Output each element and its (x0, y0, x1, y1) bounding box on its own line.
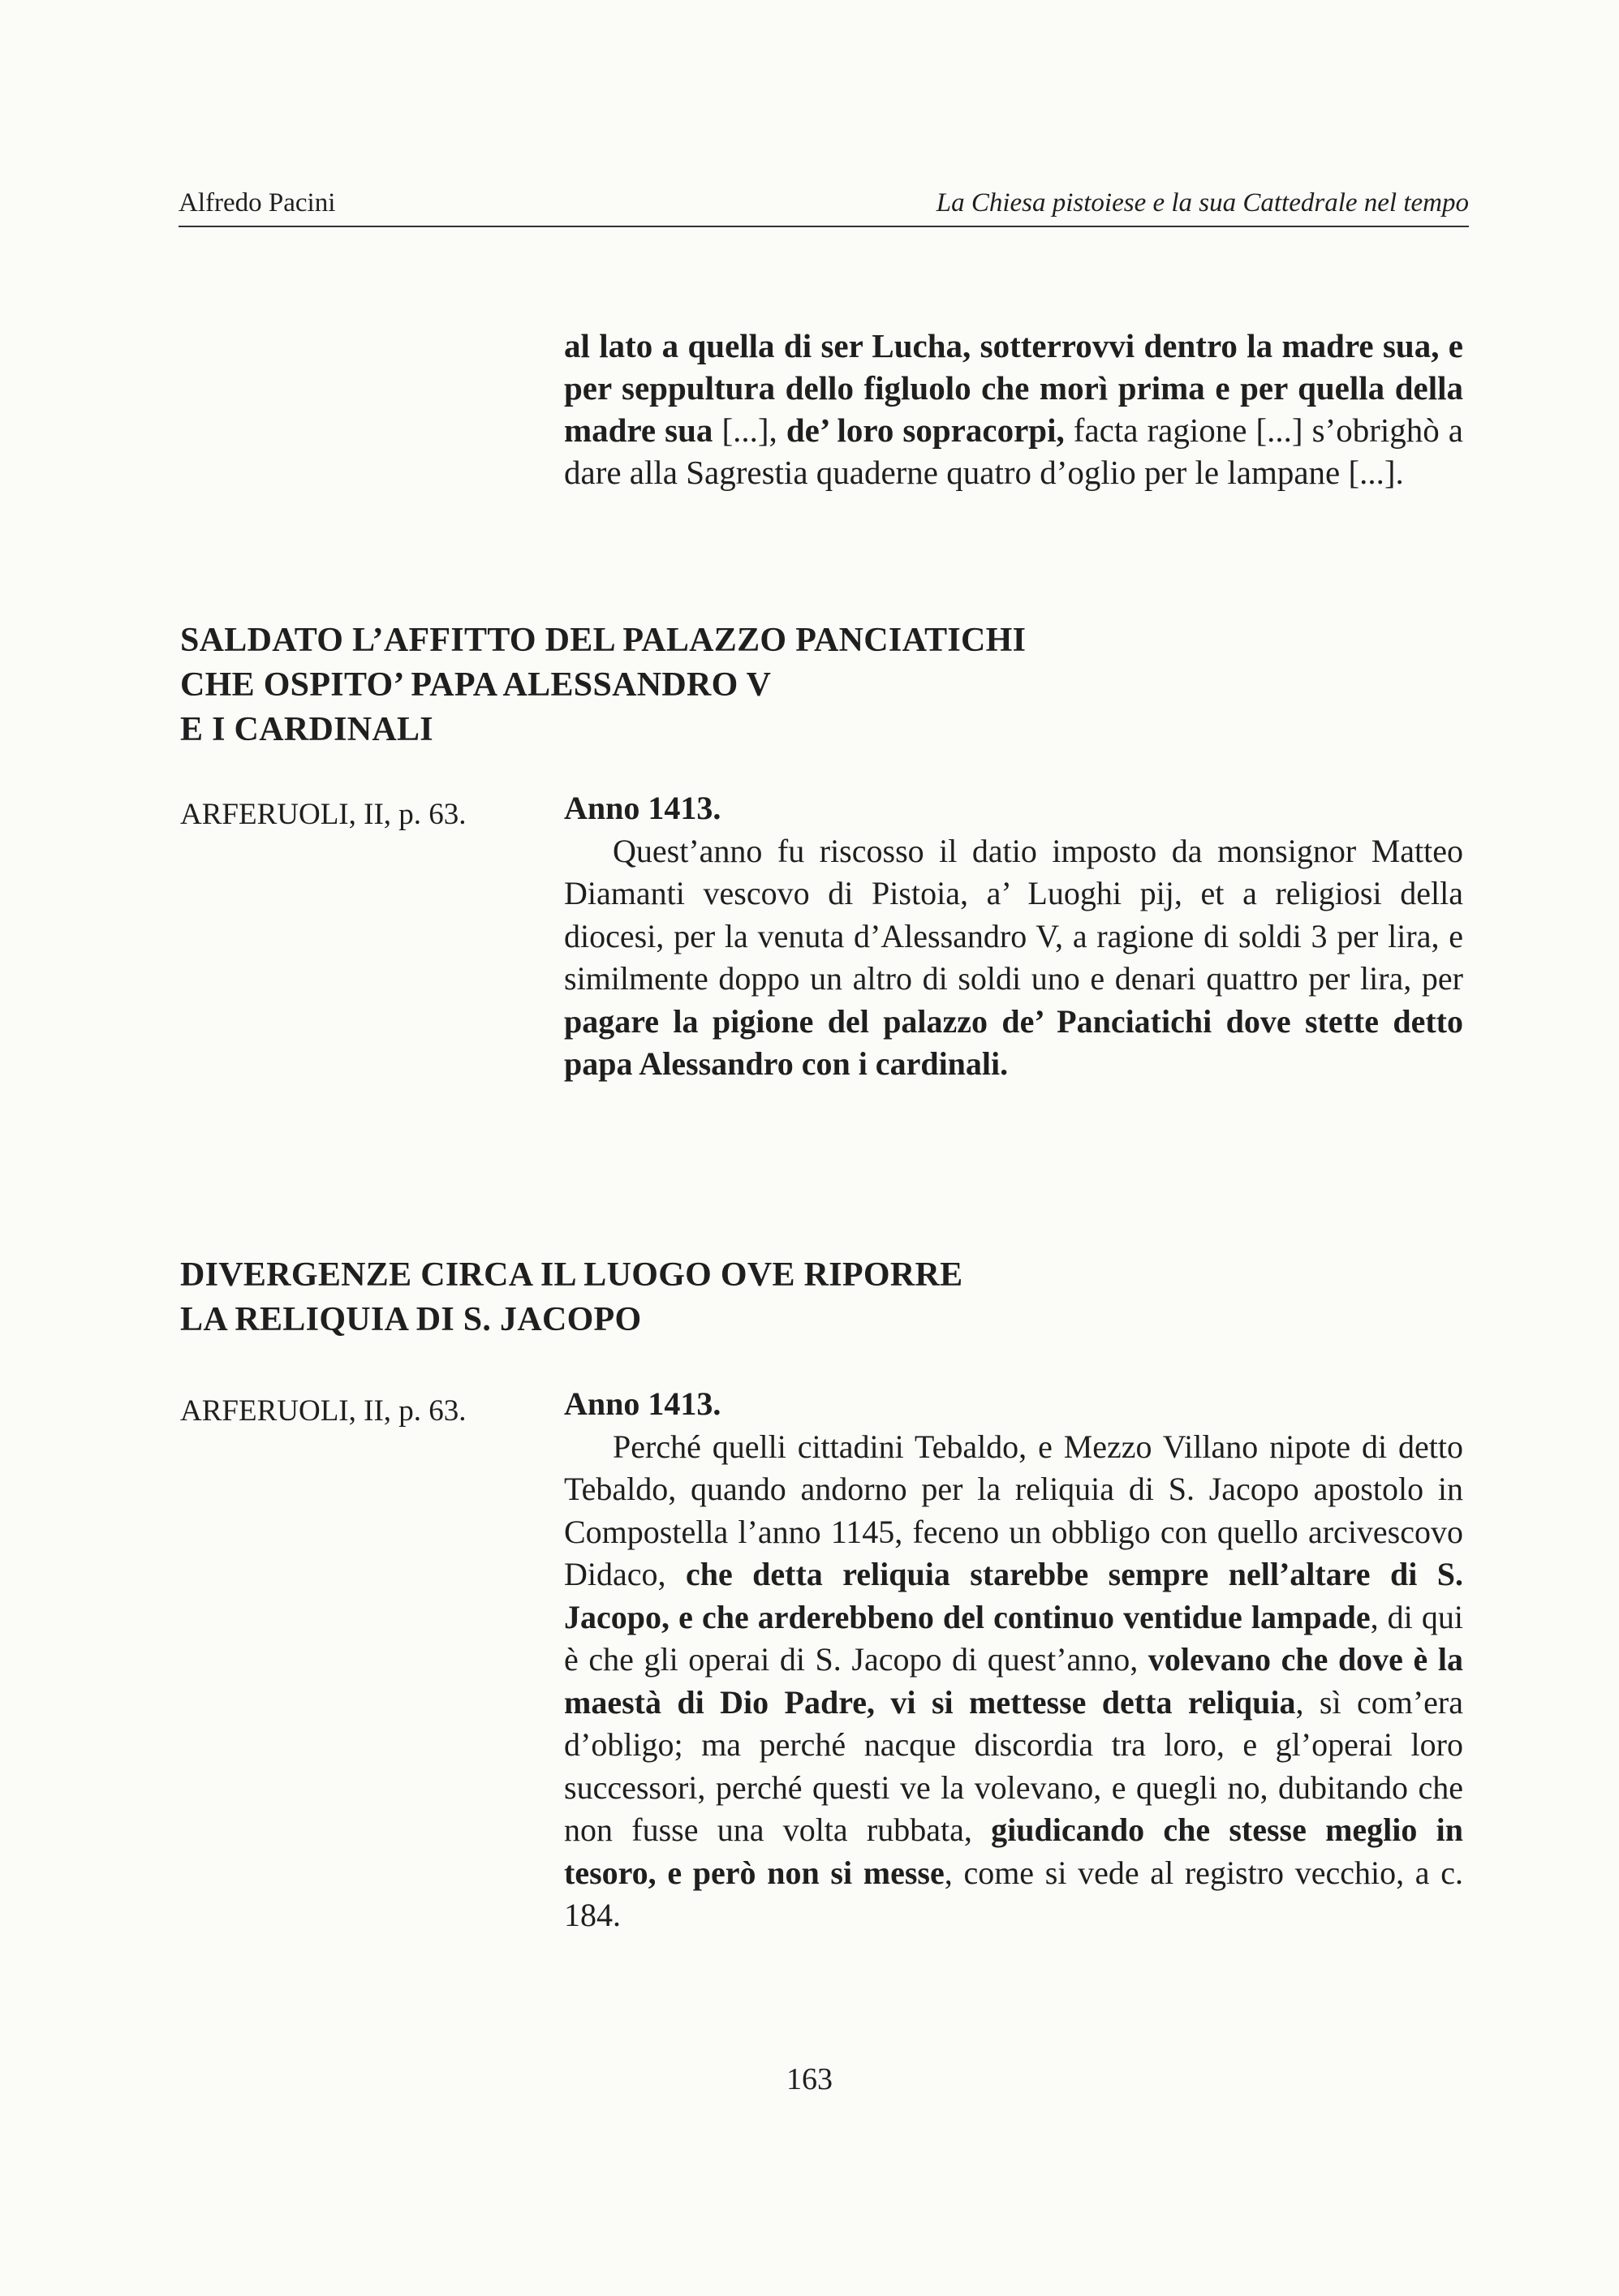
quote-text-bold-2: de’ loro sopracorpi, (786, 411, 1065, 449)
heading-line: E I CARDINALI (180, 711, 433, 748)
entry-text: , sì com’era d’obligo; ma perché nacque discordia tra loro, e gl’operai loro successori, perché questi ve la volevano, e quegli no, dubitando che non fusse una volta rubbata, (564, 1683, 1463, 1848)
heading-line: CHE OSPITO’ PAPA ALESSANDRO V (180, 666, 772, 704)
entry-text: Quest’anno fu riscosso il datio imposto da monsignor Matteo Diamanti vescovo di Pistoia, a’ Luoghi pij, et a religiosi della diocesi, per la venuta d’Alessandro V, a ragione di soldi 3 per lira, e similmente doppo un altro di soldi uno e denari quattro per lira, per (564, 832, 1463, 997)
header-title: La Chiesa pistoiese e la sua Cattedrale nel tempo (936, 188, 1469, 218)
heading-line: SALDATO L’AFFITTO DEL PALAZZO PANCIATICHI (180, 622, 1027, 659)
entry-year: Anno 1413. (564, 790, 721, 826)
quote-text-ellipsis: [...], (721, 411, 786, 449)
entry-text-bold: che detta reliquia starebbe sempre nell’altare di S. Jacopo, e che arderebbeno del continuo ventidue lampade (564, 1556, 1463, 1635)
entry-text: , di qui è che gli operai di S. Jacopo di quest’anno, (564, 1598, 1464, 1678)
quote-text-bold: al lato a quella di ser Lucha, sotterrovvi dentro la madre sua, e per seppultura dello figluolo che morì prima e per quella della madre sua (564, 327, 1463, 449)
header-author: Alfredo Pacini (179, 188, 336, 218)
entry-text: Perché quelli cittadini Tebaldo, e Mezzo Villano nipote di detto Tebaldo, quando andorno per la reliquia di S. Jacopo apostolo in Compostella l’anno 1145, feceno un obbligo con quello arcivescovo Didaco, (564, 1428, 1463, 1592)
section-heading-2 (180, 1253, 962, 1342)
entry-body-2 (564, 1383, 1463, 1937)
page-number: 163 (786, 2062, 833, 2096)
quote-text-normal: facta ragione [...] s’obrighò a dare alla Sagrestia quaderne quatro d’oglio per le lampane [...]. (564, 411, 1463, 491)
quote-block (564, 325, 1463, 493)
entry-paragraph (564, 830, 1463, 1086)
page-header (179, 183, 1469, 227)
heading-line: LA RELIQUIA DI S. JACOPO (180, 1301, 642, 1338)
entry-text-bold: volevano che dove è la maestà di Dio Padre, vi si mettesse detta reliquia (564, 1641, 1464, 1721)
entry-text: , come si vede al registro vecchio, a c. 184. (564, 1854, 1463, 1933)
source-reference-1: ARFERUOLI, II, p. 63. (180, 798, 467, 831)
heading-line: DIVERGENZE CIRCA IL LUOGO OVE RIPORRE (180, 1256, 963, 1294)
entry-body-1 (564, 787, 1463, 1086)
source-reference-2: ARFERUOLI, II, p. 63. (180, 1394, 467, 1428)
entry-paragraph (564, 1426, 1463, 1937)
entry-text-bold: pagare la pigione del palazzo de’ Panciatichi dove stette detto papa Alessandro con i cardinali. (564, 1002, 1463, 1082)
entry-year: Anno 1413. (564, 1385, 721, 1422)
section-heading-1 (180, 618, 1026, 752)
entry-text-bold: giudicando che stesse meglio in tesoro, e però non si messe (564, 1811, 1463, 1891)
